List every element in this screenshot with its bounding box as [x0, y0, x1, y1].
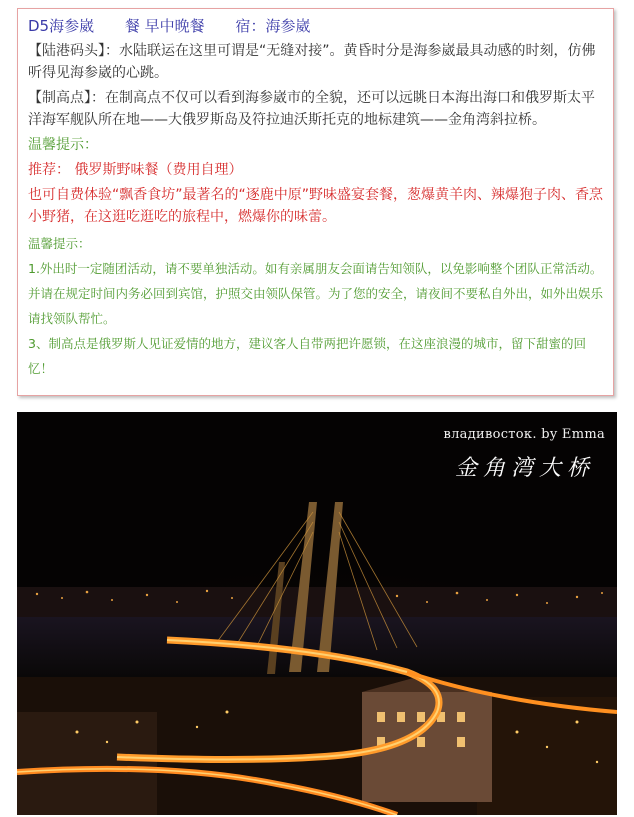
recommend-description: 也可自费体验“飘香食坊”最著名的“逐鹿中原”野味盛宴套餐，葱爆黄羊肉、辣爆狍子肉、香烹小野猪，在这逛吃逛吃的旅程中，燃爆你的味蕾。	[28, 187, 604, 225]
recommend-line: 推荐： 俄罗斯野味餐（费用自理）	[28, 162, 243, 178]
bridge-night-photo	[17, 412, 617, 815]
pier-paragraph: 【陆港码头】：水陆联运在这里可谓是“无缝对接”。黄昏时分是海参崴最具动感的时刻，仿佛听得见海参崴的心跳。	[28, 43, 596, 81]
tip-item-3: 3、制高点是俄罗斯人见证爱情的地方，建议客人自带两把许愿锁，在这座浪漫的城市，留下甜蜜的回忆！	[28, 336, 586, 376]
highpoint-paragraph: 【制高点】：在制高点不仅可以看到海参崴市的全貌，还可以远眺日本海出海口和俄罗斯太平洋海军舰队所在地——大俄罗斯岛及符拉迪沃斯托克的地标建筑——金角湾斜拉桥。	[28, 90, 595, 128]
photo-caption: 金角湾大桥	[454, 456, 595, 481]
day-header	[28, 15, 605, 37]
itinerary-card	[17, 8, 614, 396]
day-label: D5海参崴	[28, 17, 95, 35]
tips-heading-2: 温馨提示：	[28, 236, 91, 251]
hotel-label: 宿：海参崴	[235, 17, 311, 35]
tip-item-1: 1.外出时一定随团活动，请不要单独活动。如有亲属朋友会面请告知领队，以免影响整个团队正常活动。并请在规定时间内务必回到宾馆，护照交由领队保管。为了您的安全，请夜间不要私自外出，如外出娱乐请找领队帮忙。	[28, 261, 604, 326]
meals-label: 餐 早中晚餐	[124, 17, 205, 35]
photo-credit: владивосток. by Emma	[443, 427, 605, 442]
tips-heading: 温馨提示：	[28, 137, 98, 153]
